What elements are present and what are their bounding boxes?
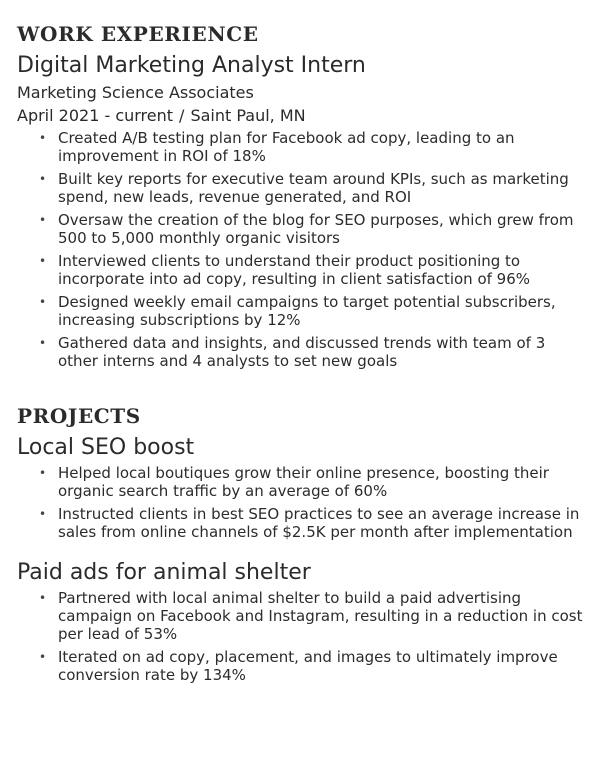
projects-section (17, 404, 585, 684)
project-title: Paid ads for animal shelter (17, 560, 311, 585)
job-location: Saint Paul, MN (190, 106, 306, 125)
project-bullet: • Helped local boutiques grow their online presence, boosting their organic search traffic by an average of 60% (39, 464, 585, 500)
project-local-seo (17, 434, 585, 541)
job-title: Digital Marketing Analyst Intern (17, 53, 366, 78)
project-paid-ads (17, 559, 585, 684)
project-title: Local SEO boost (17, 435, 195, 460)
meta-separator: / (179, 106, 185, 125)
company-name: Marketing Science Associates (17, 83, 254, 102)
work-experience-section (17, 22, 585, 370)
project-bullet: • Instructed clients in best SEO practices to see an average increase in sales from online channels of $2.5K per month after implementation (39, 505, 585, 541)
project-bullet-list (17, 464, 585, 541)
project-bullet: • Partnered with local animal shelter to build a paid advertising campaign on Facebook and Instagram, resulting in a reduction in cost per lead of 53% (39, 589, 585, 643)
projects-heading: PROJECTS (17, 404, 141, 428)
work-bullet: • Oversaw the creation of the blog for SEO purposes, which grew from 500 to 5,000 monthly organic visitors (39, 211, 585, 247)
work-bullet: • Built key reports for executive team around KPIs, such as marketing spend, new leads, revenue generated, and ROI (39, 170, 585, 206)
project-bullet: • Iterated on ad copy, placement, and images to ultimately improve conversion rate by 134% (39, 648, 585, 684)
work-bullet-list (17, 129, 585, 370)
project-bullet-list (17, 589, 585, 684)
work-bullet: • Interviewed clients to understand their product positioning to incorporate into ad copy, resulting in client satisfaction of 96% (39, 252, 585, 288)
work-bullet: • Created A/B testing plan for Facebook ad copy, leading to an improvement in ROI of 18% (39, 129, 585, 165)
work-bullet: • Designed weekly email campaigns to target potential subscribers, increasing subscriptions by 12% (39, 293, 585, 329)
work-experience-heading: WORK EXPERIENCE (17, 22, 259, 46)
job-meta (17, 105, 585, 127)
job-dates: April 2021 - current (17, 106, 174, 125)
work-bullet: • Gathered data and insights, and discussed trends with team of 3 other interns and 4 analysts to set new goals (39, 334, 585, 370)
